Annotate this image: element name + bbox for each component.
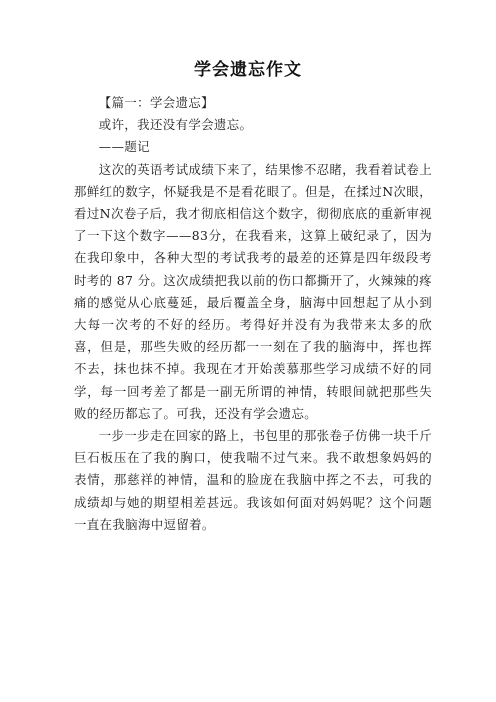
document-title: 学会遗忘作文 [194, 60, 302, 80]
paragraph: 或许，我还没有学会遗忘。 [98, 117, 253, 133]
epigraph-attribution: ——题记 [98, 139, 150, 155]
document-body [74, 92, 432, 536]
paragraph: 一步一步走在回家的路上，书包里的那张卷子仿佛一块千斤巨石板压在了我的胸口，使我喘不过气来。我不敢想象妈妈的表情，那慈祥的神情，温和的脸庞在我脑中挥之不去，可我的成绩却与她的期望相差甚远。我该如何面对妈妈呢？这个问题一直在我脑海中逗留着。 [74, 428, 432, 532]
section-heading: 【篇一：学会遗忘】 [98, 95, 214, 110]
paragraph: 这次的英语考试成绩下来了，结果惨不忍睹，我看着试卷上那鲜红的数字，怀疑我是不是看花眼了。但是，在揉过N次眼，看过N次卷子后，我才彻底相信这个数字，彻彻底底的重新审视了一下这个数字——83分，在我看来，这算上破纪录了，因为在我印象中，各种大型的考试我考的最差的还算是四年级段考时考的 87 分。这次成绩把我以前的伤口都撕开了，火辣辣的疼痛的感觉从心底蔓延，最后覆盖全身，脑海中回想起了从小到大每一次考的不好的经历。考得好并没有为我带来太多的欣喜，但是，那些失败的经历都一一刻在了我的脑海中，挥也挥不去，抹也抹不掉。我现在才开始羡慕那些学习成绩不好的同学，每一回考差了都是一副无所谓的神情，转眼间就把那些失败的经历都忘了。可我，还没有学会遗忘。 [74, 161, 432, 421]
